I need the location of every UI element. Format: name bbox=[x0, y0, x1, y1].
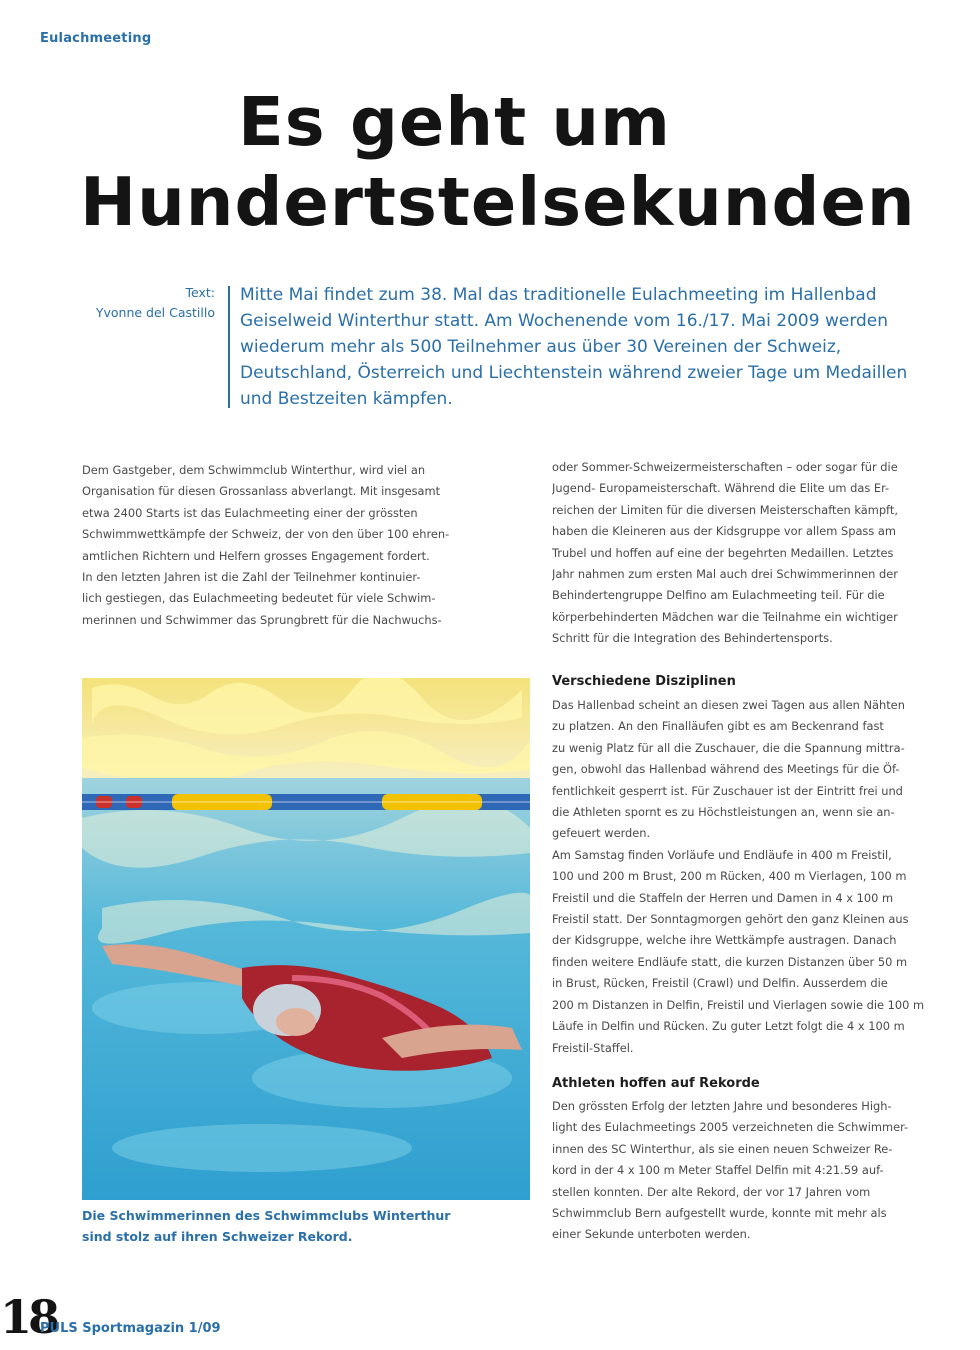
lead-line: Mitte Mai findet zum 38. Mal das traditionelle Eulachmeeting im Hallenbad bbox=[240, 285, 877, 305]
headline-line-1: Es geht um bbox=[238, 83, 671, 161]
body-column-right-2 bbox=[552, 695, 980, 1059]
byline bbox=[60, 283, 215, 323]
body-line: Jahr nahmen zum ersten Mal auch drei Schwimmerinnen der bbox=[552, 567, 898, 582]
body-line: der Kidsgruppe, welche ihre Wettkämpfe austragen. Danach bbox=[552, 933, 897, 948]
body-line: In den letzten Jahren ist die Zahl der Teilnehmer kontinuier- bbox=[82, 570, 421, 585]
subheading-disciplines: Verschiedene Disziplinen bbox=[552, 674, 736, 689]
body-column-left bbox=[82, 460, 530, 631]
body-line: kord in der 4 x 100 m Meter Staffel Delfin mit 4:21.59 auf- bbox=[552, 1163, 884, 1178]
lead-line: Geiselweid Winterthur statt. Am Wochenende vom 16./17. Mai 2009 werden bbox=[240, 311, 889, 331]
page-number: 18 bbox=[0, 1290, 57, 1344]
body-line: finden weitere Endläufe statt, die kurzen Distanzen über 50 m bbox=[552, 954, 908, 969]
body-line: Jugend- Europameisterschaft. Während die Elite um das Er- bbox=[552, 481, 890, 496]
body-line: zu wenig Platz für all die Zuschauer, die die Spannung mittra- bbox=[552, 740, 905, 755]
body-line: Freistil statt. Der Sonntagmorgen gehört den ganz Kleinen aus bbox=[552, 912, 909, 927]
lead-line: Deutschland, Österreich und Liechtenstein während zweier Tage um Medaillen bbox=[240, 363, 908, 383]
lead-paragraph bbox=[240, 282, 980, 412]
body-line: körperbehinderten Mädchen war die Teilnahme ein wichtiger bbox=[552, 609, 898, 624]
body-line: Trubel und hoffen auf eine der begehrten Medaillen. Letztes bbox=[552, 545, 894, 560]
body-line: 100 und 200 m Brust, 200 m Rücken, 400 m Vierlagen, 100 m bbox=[552, 869, 907, 884]
body-line: Schritt für die Integration des Behindertensports. bbox=[552, 631, 833, 646]
body-line: Den grössten Erfolg der letzten Jahre und besonderes High- bbox=[552, 1099, 892, 1113]
body-line: haben die Kleineren aus der Kidsgruppe vor allem Spass am bbox=[552, 524, 896, 539]
lead-line: wiederum mehr als 500 Teilnehmer aus über 30 Vereinen der Schweiz, bbox=[240, 337, 842, 357]
body-line: Behindertengruppe Delfino am Eulachmeeting teil. Für die bbox=[552, 588, 885, 603]
body-line: 200 m Distanzen in Delfin, Freistil und Vierlagen sowie die 100 m bbox=[552, 997, 925, 1012]
caption-line: Die Schwimmerinnen des Schwimmclubs Winterthur bbox=[82, 1208, 451, 1223]
body-line: in Brust, Rücken, Freistil (Crawl) und Delfin. Ausserdem die bbox=[552, 976, 888, 991]
body-line: Dem Gastgeber, dem Schwimmclub Winterthur, wird viel an bbox=[82, 463, 426, 477]
body-line: reichen der Limiten für die diversen Meisterschaften kämpft, bbox=[552, 502, 898, 517]
caption-line: sind stolz auf ihren Schweizer Rekord. bbox=[82, 1229, 353, 1244]
body-line: die Athleten spornt es zu Höchstleistungen an, wenn sie an- bbox=[552, 805, 895, 820]
body-line: etwa 2400 Starts ist das Eulachmeeting einer der grössten bbox=[82, 505, 418, 520]
magazine-issue: PULS Sportmagazin 1/09 bbox=[40, 1321, 221, 1336]
body-column-right-3 bbox=[552, 1096, 980, 1246]
body-line: Freistil-Staffel. bbox=[552, 1040, 634, 1055]
body-line: Organisation für diesen Grossanlass abverlangt. Mit insgesamt bbox=[82, 484, 441, 499]
section-label: Eulachmeeting bbox=[40, 31, 152, 46]
body-line: Freistil und die Staffeln der Herren und Damen in 4 x 100 m bbox=[552, 890, 894, 905]
body-line: Schwimmwettkämpfe der Schweiz, der von den über 100 ehren- bbox=[82, 527, 450, 542]
body-line: zu platzen. An den Finalläufen gibt es am Beckenrand fast bbox=[552, 719, 884, 734]
body-line: Läufe in Delfin und Rücken. Zu guter Letzt folgt die 4 x 100 m bbox=[552, 1019, 905, 1034]
body-column-right-1 bbox=[552, 457, 980, 650]
body-line: innen des SC Winterthur, als sie einen neuen Schweizer Re- bbox=[552, 1141, 893, 1156]
subheading-records: Athleten hoffen auf Rekorde bbox=[552, 1076, 760, 1091]
body-line: stellen konnten. Der alte Rekord, der vor 17 Jahren vom bbox=[552, 1184, 871, 1199]
body-line: fentlichkeit gesperrt ist. Für Zuschauer ist der Eintritt frei und bbox=[552, 783, 903, 798]
photo-caption bbox=[82, 1205, 530, 1247]
swimmer-photo-illustration bbox=[82, 678, 530, 1200]
lead-divider bbox=[228, 286, 230, 408]
lead-line: und Bestzeiten kämpfen. bbox=[240, 389, 453, 409]
body-line: oder Sommer-Schweizermeisterschaften – oder sogar für die bbox=[552, 460, 898, 474]
swimmer-photo bbox=[82, 678, 530, 1200]
body-line: Schwimmclub Bern aufgestellt wurde, konnte mit mehr als bbox=[552, 1206, 887, 1221]
headline-line-2: Hundertstelsekunden bbox=[80, 163, 916, 241]
body-line: light des Eulachmeetings 2005 verzeichneten die Schwimmer- bbox=[552, 1120, 909, 1135]
byline-label: Text: bbox=[185, 285, 215, 300]
body-line: merinnen und Schwimmer das Sprungbrett für die Nachwuchs- bbox=[82, 612, 442, 627]
body-line: lich gestiegen, das Eulachmeeting bedeutet für viele Schwim- bbox=[82, 591, 436, 606]
body-line: Am Samstag finden Vorläufe und Endläufe in 400 m Freistil, bbox=[552, 847, 892, 862]
body-line: amtlichen Richtern und Helfern grosses Engagement fordert. bbox=[82, 548, 430, 563]
body-line: gefeuert werden. bbox=[552, 826, 651, 841]
article-headline bbox=[80, 82, 980, 242]
body-line: einer Sekunde unterboten werden. bbox=[552, 1227, 751, 1242]
body-line: gen, obwohl das Hallenbad während des Meetings für die Öf- bbox=[552, 762, 900, 777]
byline-author: Yvonne del Castillo bbox=[95, 305, 215, 320]
body-line: Das Hallenbad scheint an diesen zwei Tagen aus allen Nähten bbox=[552, 698, 905, 712]
